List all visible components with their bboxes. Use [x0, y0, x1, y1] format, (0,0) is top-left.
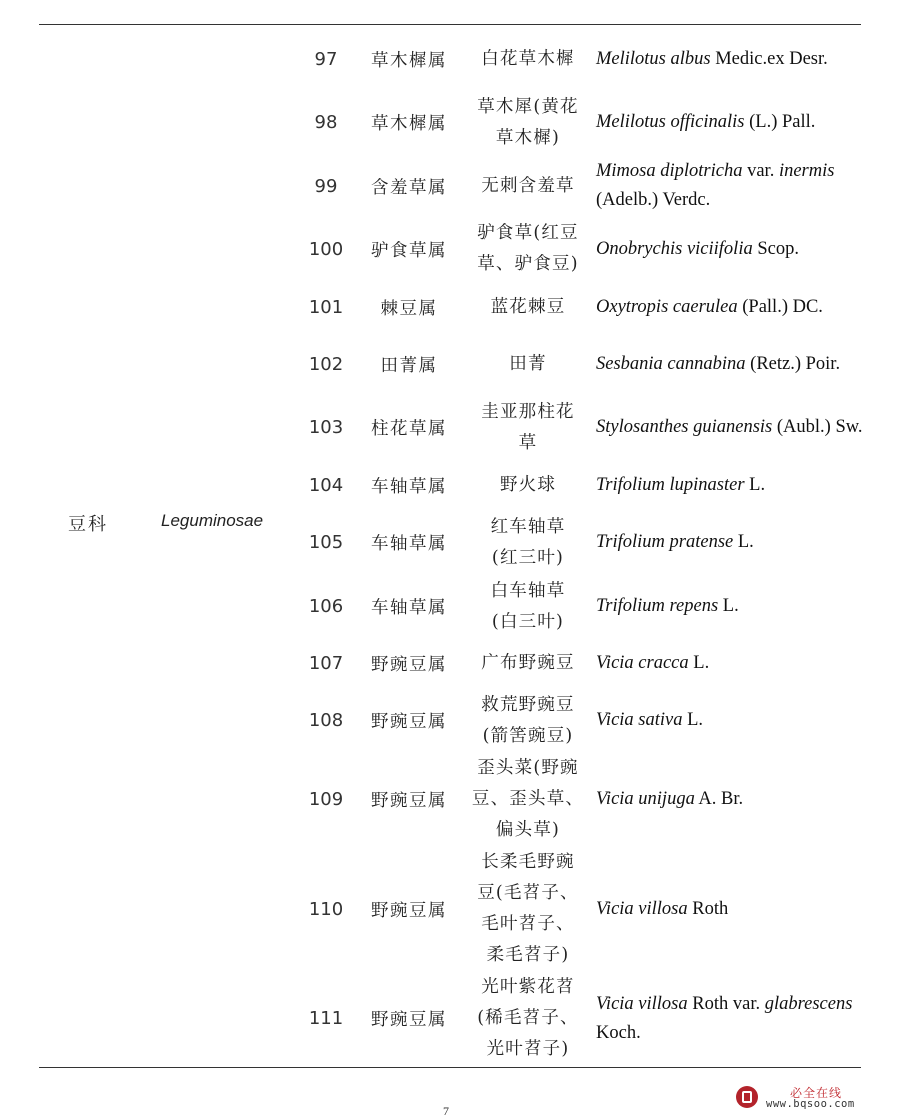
table-row [0, 690, 900, 751]
table-row [0, 93, 900, 152]
chinese-name-line: (稀毛苕子、 [477, 1008, 579, 1028]
site-watermark [736, 1084, 886, 1112]
scientific-name-italic: Vicia sativa [596, 710, 683, 730]
row-number: 99 [314, 175, 338, 197]
family-chinese-name: 豆科 [68, 514, 108, 535]
chinese-name-line: 长柔毛野豌 [481, 852, 575, 872]
table-row [0, 577, 900, 636]
scientific-name-authority: Medic.ex Desr. [710, 48, 828, 69]
chinese-species-name [466, 93, 590, 152]
chinese-species-name [466, 336, 590, 393]
scientific-name-authority: (Pall.) DC. [737, 297, 823, 317]
genus-name: 草木樨属 [371, 114, 447, 134]
scientific-name-authority: (Aubl.) Sw. [772, 417, 863, 437]
row-number: 103 [308, 417, 344, 438]
scientific-name [596, 93, 864, 152]
watermark-logo-icon [736, 1086, 758, 1108]
scientific-name-authority: (L.) Pall. [744, 112, 816, 132]
genus-name: 驴食草属 [371, 240, 447, 261]
scientific-name-authority: A. Br. [694, 789, 744, 809]
chinese-name-line: 毛叶苕子、 [481, 914, 575, 934]
chinese-name-line: 红车轴草 [490, 516, 566, 537]
scientific-name-authority: (Adelb.) Verdc. [596, 190, 711, 210]
row-number: 100 [308, 238, 344, 260]
chinese-species-name [466, 577, 590, 636]
scientific-name-italic: Sesbania cannabina [596, 354, 746, 374]
scientific-name-italic: Onobrychis viciifolia [596, 238, 753, 259]
scientific-name-authority: Scop. [752, 238, 799, 259]
scientific-name-authority: Roth var. [687, 993, 765, 1014]
chinese-name-line: 驴食草(红豆 [477, 223, 579, 243]
scientific-name-italic: Vicia villosa [596, 898, 688, 919]
genus-name: 车轴草属 [371, 598, 447, 618]
scientific-name-italic: Oxytropis caerulea [596, 297, 738, 317]
scientific-name [596, 577, 864, 636]
scientific-name-authority: L. [718, 596, 739, 616]
chinese-name-line: 白花草木樨 [481, 48, 575, 69]
chinese-species-name [466, 30, 590, 88]
row-number: 109 [308, 789, 344, 810]
chinese-species-name [466, 690, 590, 751]
scientific-name-authority: var. [742, 161, 779, 181]
row-number: 104 [308, 475, 344, 496]
chinese-name-line: 草、驴食豆) [477, 254, 579, 274]
chinese-name-line: 无刺含羞草 [481, 175, 575, 196]
scientific-name-authority: L. [688, 652, 710, 673]
row-number: 102 [308, 354, 344, 375]
table-row [0, 463, 900, 508]
table-row [0, 756, 900, 843]
scientific-name-italic: Trifolium pratense [596, 532, 734, 552]
scientific-name-italic: Stylosanthes guianensis [596, 417, 773, 437]
genus-name: 含羞草属 [371, 177, 447, 198]
chinese-species-name [466, 398, 590, 457]
scientific-name [596, 220, 864, 278]
table-row [0, 336, 900, 393]
scientific-name-italic: Melilotus officinalis [596, 112, 745, 132]
page-number: 7 [443, 1104, 449, 1118]
chinese-species-name [466, 157, 590, 215]
table-row [0, 641, 900, 685]
row-number: 97 [314, 48, 338, 70]
table-row [0, 848, 900, 970]
scientific-name [596, 463, 864, 508]
scientific-name-authority: L. [682, 710, 704, 730]
genus-name: 车轴草属 [371, 534, 447, 554]
row-number: 98 [314, 112, 338, 133]
scientific-name-italic: glabrescens [764, 993, 853, 1014]
chinese-name-line: 野火球 [499, 475, 557, 495]
scientific-name [596, 690, 864, 751]
scientific-name [596, 284, 864, 331]
genus-name: 棘豆属 [380, 299, 438, 319]
chinese-name-line: 圭亚那柱花 [481, 401, 575, 422]
row-number: 107 [308, 652, 344, 674]
chinese-name-line: 广布野豌豆 [481, 652, 575, 673]
scientific-name-italic: Vicia unijuga [596, 789, 695, 809]
table-row [0, 284, 900, 331]
chinese-name-line: 豆(毛苕子、 [477, 883, 579, 903]
chinese-name-line: 偏头草) [495, 820, 561, 840]
chinese-species-name [466, 975, 590, 1062]
genus-name: 草木樨属 [371, 50, 447, 71]
chinese-name-line: 草木犀(黄花 [477, 96, 579, 117]
genus-name: 田菁属 [380, 356, 438, 376]
genus-name: 野豌豆属 [371, 1010, 447, 1030]
chinese-species-name [466, 641, 590, 685]
table-row [0, 398, 900, 457]
scientific-name-italic: inermis [778, 161, 835, 181]
row-number: 105 [308, 532, 344, 553]
genus-name: 野豌豆属 [371, 791, 447, 811]
scientific-name-authority: L. [733, 532, 754, 552]
chinese-name-line: 草 [518, 432, 538, 453]
chinese-name-line: 蓝花棘豆 [490, 297, 566, 317]
table-row [0, 30, 900, 88]
chinese-name-line: 草木樨) [495, 127, 561, 148]
scientific-name-authority: Roth [687, 898, 729, 919]
scientific-name-authority: L. [744, 475, 766, 495]
chinese-name-line: 田菁 [509, 354, 547, 374]
chinese-name-line: 救荒野豌豆 [481, 694, 575, 715]
scientific-name [596, 336, 864, 393]
genus-name: 野豌豆属 [371, 900, 447, 921]
chinese-name-line: (红三叶) [491, 547, 565, 568]
table-row [0, 220, 900, 278]
row-number: 111 [308, 1008, 344, 1029]
scientific-name [596, 398, 864, 457]
family-latin-name: Leguminosae [161, 511, 264, 530]
table-row [0, 975, 900, 1062]
chinese-species-name [466, 756, 590, 843]
scientific-name-italic: Vicia villosa [596, 993, 688, 1014]
scientific-name-italic: Melilotus albus [596, 48, 711, 69]
row-number: 110 [308, 898, 344, 920]
table-bottom-rule [39, 1067, 861, 1068]
scientific-name [596, 30, 864, 88]
watermark-text: 必全在线 [790, 1086, 843, 1100]
table-top-rule [39, 24, 861, 25]
scientific-name-authority: Koch. [596, 1022, 641, 1043]
scientific-name-authority: (Retz.) Poir. [745, 354, 841, 374]
genus-name: 柱花草属 [371, 419, 447, 439]
scientific-name [596, 641, 864, 685]
scientific-name [596, 756, 864, 843]
row-number: 106 [308, 596, 344, 617]
scientific-name [596, 157, 864, 215]
chinese-name-line: 歪头菜(野豌 [477, 758, 579, 778]
chinese-name-line: 光叶苕子) [486, 1039, 570, 1059]
chinese-name-line: 豆、歪头草、 [471, 789, 585, 809]
genus-name: 车轴草属 [371, 477, 447, 497]
scientific-name-italic: Mimosa diplotricha [596, 161, 743, 181]
chinese-species-name [466, 848, 590, 970]
chinese-name-line: 柔毛苕子) [486, 945, 570, 965]
chinese-name-line: (白三叶) [491, 611, 565, 632]
table-row [0, 157, 900, 215]
scientific-name-italic: Vicia cracca [596, 652, 689, 673]
row-number: 108 [308, 710, 344, 731]
genus-name: 野豌豆属 [371, 712, 447, 732]
chinese-species-name [466, 220, 590, 278]
chinese-species-name [466, 463, 590, 508]
chinese-name-line: (箭筈豌豆) [482, 725, 574, 746]
scientific-name-italic: Trifolium repens [596, 596, 719, 616]
chinese-species-name [466, 513, 590, 572]
chinese-species-name [466, 284, 590, 331]
genus-name: 野豌豆属 [371, 654, 447, 675]
table-row [0, 513, 900, 572]
row-number: 101 [308, 297, 344, 318]
scientific-name-italic: Trifolium lupinaster [596, 475, 745, 495]
scientific-name [596, 513, 864, 572]
chinese-name-line: 白车轴草 [490, 580, 566, 601]
chinese-name-line: 光叶紫花苕 [481, 977, 575, 997]
scientific-name [596, 848, 864, 970]
scientific-name [596, 975, 864, 1062]
watermark-url: www.bqsoo.com [766, 1098, 855, 1110]
